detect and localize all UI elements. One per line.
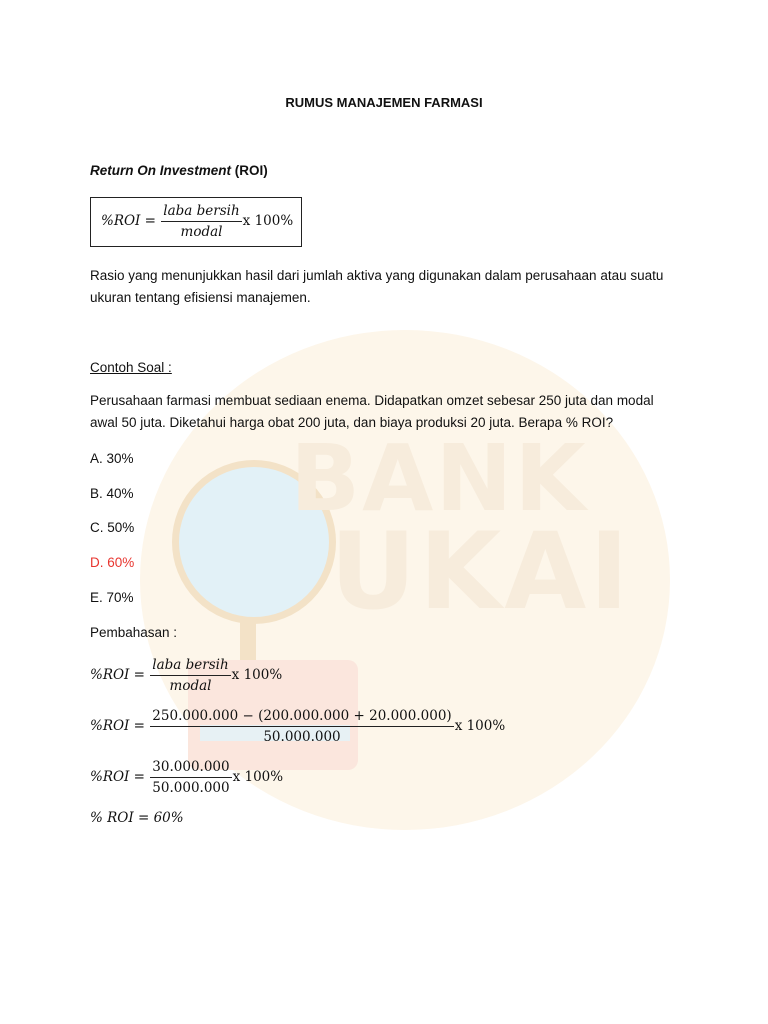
page-title: RUMUS MANAJEMEN FARMASI [285,95,483,110]
step-denominator: 50.000.000 [152,780,230,796]
step-numerator: laba bersih [150,657,230,676]
formula-numerator: laba bersih [161,203,241,222]
formula-lhs: %ROI = [101,213,156,229]
roi-formula-box [90,197,302,247]
option-c: C. 50% [90,520,135,535]
example-label: Contoh Soal : [90,360,172,375]
option-d-correct: D. 60% [90,555,135,570]
discussion-label: Pembahasan : [90,625,178,640]
roi-formula [101,203,293,240]
formula-fraction [161,203,241,240]
step-denominator: modal [169,678,212,694]
option-a: A. 30% [90,451,134,466]
step-suffix: x 100% [454,718,506,734]
step-denominator: 50.000.000 [263,729,341,745]
step-fraction [150,708,453,745]
question-text [90,390,690,434]
step-fraction [150,759,231,796]
step-3 [90,759,283,796]
step-suffix: x 100% [231,667,283,683]
roi-heading-italic: Return On Investment [90,163,232,178]
watermark-text-bank: BANK [290,425,588,532]
description-line: ukuran tentang efisiensi manajemen. [90,290,311,305]
roi-heading-plain: (ROI) [231,163,268,178]
result: % ROI = 60% [90,810,184,826]
description [90,265,690,309]
watermark-text-ukai: UKAI [330,510,632,633]
step-fraction [150,657,230,694]
question-line: Perusahaan farmasi membuat sediaan enema. Didapatkan omzet sebesar 250 juta dan modal [90,393,654,408]
formula-suffix: x 100% [242,213,294,229]
step-lhs: %ROI = [90,769,145,785]
option-e: E. 70% [90,590,134,605]
step-numerator: 250.000.000 − (200.000.000 + 20.000.000) [150,708,453,727]
formula-denominator: modal [180,224,223,240]
step-suffix: x 100% [232,769,284,785]
roi-heading [90,163,268,178]
option-b: B. 40% [90,486,134,501]
question-line: awal 50 juta. Diketahui harga obat 200 juta, dan biaya produksi 20 juta. Berapa % ROI? [90,415,614,430]
description-line: Rasio yang menunjukkan hasil dari jumlah aktiva yang digunakan dalam perusahaan atau suatu [90,268,664,283]
step-numerator: 30.000.000 [150,759,231,778]
step-lhs: %ROI = [90,718,145,734]
step-lhs: %ROI = [90,667,145,683]
step-2 [90,708,505,745]
step-1 [90,657,282,694]
